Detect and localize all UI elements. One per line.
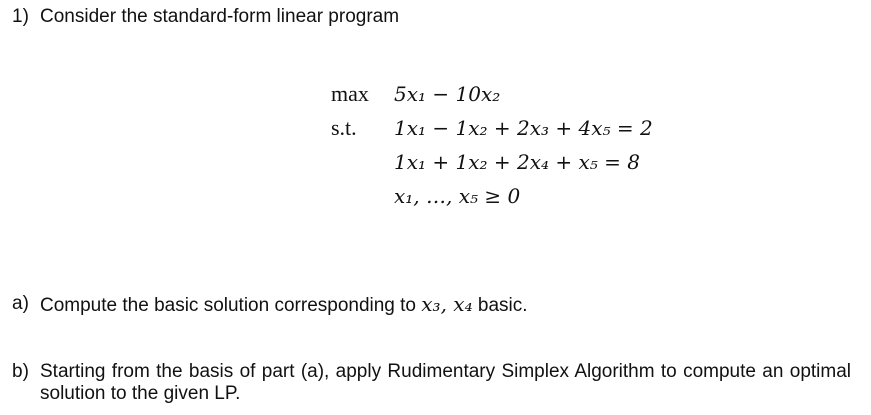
question-number: 1)	[12, 6, 29, 27]
objective-label: max	[331, 81, 369, 106]
part-b-label: b)	[12, 361, 29, 382]
constraint-2: 1x₁ + 1x₂ + 2x₄ + x₅ = 8	[394, 150, 640, 174]
part-b-text: Starting from the basis of part (a), apply Rudimentary Simplex Algorithm to compute an optimal solution to the given LP.	[40, 361, 851, 404]
question-1	[12, 6, 851, 28]
part-a-label: a)	[12, 293, 29, 314]
part-a-text	[40, 293, 851, 317]
nonnegativity-constraint: x₁, …, x₅ ≥ 0	[394, 184, 521, 208]
part-a	[12, 293, 851, 317]
part-a-text-before: Compute the basic solution corresponding to	[40, 295, 422, 316]
constraint-1: 1x₁ − 1x₂ + 2x₃ + 4x₅ = 2	[394, 116, 653, 140]
question-text: Consider the standard-form linear program	[40, 6, 400, 27]
part-a-text-after: basic.	[472, 295, 528, 316]
objective-expression: 5x₁ − 10x₂	[394, 82, 501, 106]
part-a-math: x₃, x₄	[421, 292, 473, 316]
part-b	[12, 361, 851, 405]
constraints-label: s.t.	[331, 115, 357, 140]
